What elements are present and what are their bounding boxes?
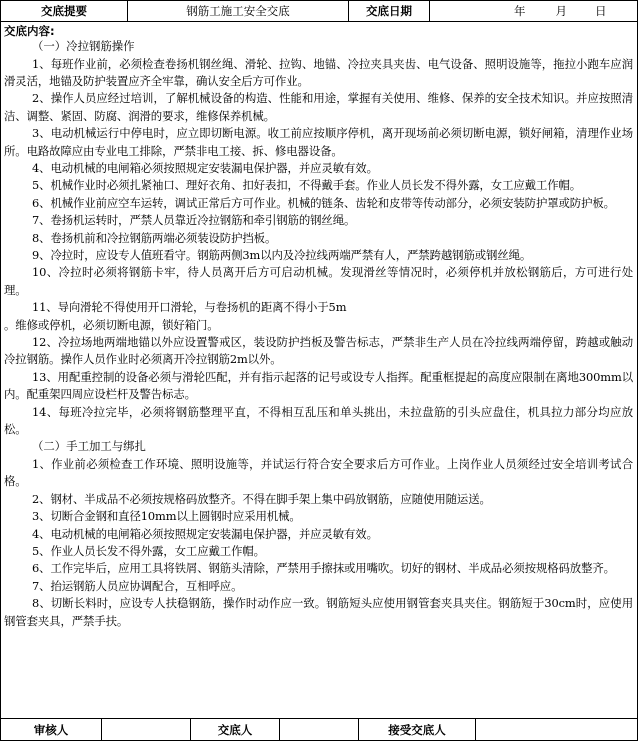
list-item: 3、切断合金钢和直径10mm以上圆钢时应采用机械。 [32, 509, 301, 524]
list-item: 13、用配重控制的设备必须与滑轮匹配，并有指示起落的记号或设专人指挥。配重框提起的高度应限制在离地300mm以内。配重架四周应设栏杆及警告标志。 [4, 369, 633, 402]
receiver-label: 接受交底人 [359, 719, 476, 741]
form-footer [1, 719, 637, 741]
summary-label: 交底提要 [1, 1, 128, 21]
date-year: 年 [514, 4, 526, 18]
list-item: 12、冷拉场地两端地锚以外应设置警戒区，装设防护挡板及警告标志，严禁非生产人员在冷拉线两端停留，跨越或触动冷拉钢筋。操作人员作业时必须离开冷拉钢筋2m以外。 [4, 335, 633, 367]
content-body [1, 22, 637, 719]
section-heading-2: （二）手工加工与绑扎 [32, 439, 146, 454]
list-item: 6、机械作业前应空车运转，调试正常后方可作业。机械的链条、齿轮和皮带等传动部分，必须安装防护罩或防护板。 [32, 195, 615, 210]
list-item: 5、机械作业时必须扎紧袖口、理好衣角、扣好表扣，不得戴手套。作业人员长发不得外露，女工应戴工作帽。 [32, 178, 582, 193]
summary-value: 钢筋工施工安全交底 [128, 1, 349, 21]
list-item: 8、卷扬机前和冷拉钢筋两端必须装设防护挡板。 [32, 230, 277, 245]
list-item: 7、卷扬机运转时，严禁人员靠近冷拉钢筋和牵引钢筋的钢丝绳。 [32, 213, 356, 228]
date-month: 月 [555, 4, 567, 18]
reviewer-label: 审核人 [1, 719, 102, 741]
form-header [1, 1, 637, 22]
list-item: 。维修或停机，必须切断电源，锁好箱门。 [4, 317, 219, 332]
list-item: 5、作业人员长发不得外露，女工应戴工作帽。 [32, 543, 265, 558]
list-item: 9、冷拉时，应设专人值班看守。钢筋两侧3m以内及冷拉线两端严禁有人，严禁跨越钢筋或钢丝绳。 [32, 247, 532, 262]
list-item: 4、电动机械的电闸箱必须按照规定安装漏电保护器，并应灵敏有效。 [32, 160, 378, 175]
list-item: 8、切断长料时，应设专人扶稳钢筋，操作时动作应一致。钢筋短头应使用钢管套夹具夹住。钢筋短于30cm时，应使用钢管套夹具，严禁手扶。 [4, 596, 633, 628]
list-item: 6、工作完毕后，应用工具将铁屑、钢筋头清除，严禁用手擦抹或用嘴吹。切好的钢材、半成品必须按规格码放整齐。 [32, 561, 615, 576]
date-label: 交底日期 [349, 1, 430, 21]
list-item: 7、抬运钢筋人员应协调配合，互相呼应。 [32, 578, 243, 593]
list-item: 11、导向滑轮不得使用开口滑轮，与卷扬机的距离不得小于5m [32, 300, 347, 315]
list-item: 1、作业前必须检查工作环境、照明设施等，并试运行符合安全要求后方可作业。上岗作业人员须经过安全培训考试合格。 [4, 456, 633, 489]
presenter-label: 交底人 [191, 719, 280, 741]
content-title: 交底内容: [4, 24, 55, 38]
list-item: 1、每班作业前，必须检查卷扬机钢丝绳、滑轮、拉钩、地锚、冷拉夹具夹齿、电气设备、照明设施等，拖拉小跑车应润滑灵活，地锚及防护装置应齐全牢靠，确认安全后方可作业。 [4, 56, 633, 88]
list-item: 4、电动机械的电闸箱必须按照规定安装漏电保护器，并应灵敏有效。 [32, 526, 378, 541]
list-item: 14、每班冷拉完毕，必须将钢筋整理平直，不得相互乱压和单头挑出，未拉盘筋的引头应盘住，机具拉力部分均应放松。 [4, 404, 633, 437]
list-item: 2、操作人员应经过培训，了解机械设备的构造、性能和用途，掌握有关使用、维修、保养的安全技术知识。并应按照清洁、调整、紧固、防腐、润滑的要求，维修保养机械。 [4, 91, 633, 123]
list-item: 10、冷拉时必须将钢筋卡牢，待人员离开后方可启动机械。发现滑丝等情况时，必须停机并放松钢筋后，方可进行处理。 [4, 265, 633, 297]
list-item: 2、钢材、半成品不必须按规格码放整齐。不得在脚手架上集中码放钢筋，应随使用随运送。 [32, 491, 491, 506]
list-item: 3、电动机械运行中停电时，应立即切断电源。收工前应按顺序停机，离开现场前必须切断电源，锁好闸箱，清理作业场所。电路故障应由专业电工排除，严禁非电工接、拆、修电器设备。 [4, 126, 633, 158]
date-value [430, 1, 637, 21]
date-day: 日 [595, 4, 607, 18]
section-heading-1: （一）冷拉钢筋操作 [32, 39, 135, 53]
